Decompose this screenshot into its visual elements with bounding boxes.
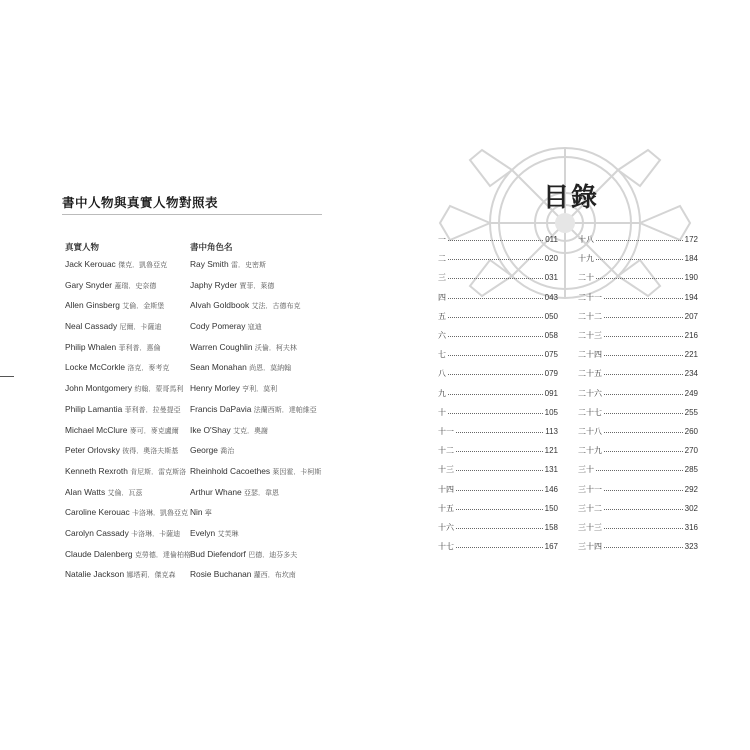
toc-entry[interactable] [578,403,698,422]
page-number: 270 [684,446,698,456]
dot-leader [448,413,543,414]
toc-entry[interactable] [578,518,698,537]
name-row [190,361,318,382]
toc-entry[interactable] [438,422,558,441]
dot-leader [456,547,543,548]
page-number: 221 [684,350,698,360]
name-row [65,279,193,300]
english-name: George [190,445,218,456]
toc-entry[interactable] [438,307,558,326]
page-number: 249 [684,388,698,398]
toc-entry[interactable] [438,249,558,268]
toc-entry[interactable] [438,268,558,287]
dot-leader [604,317,683,318]
dot-leader [456,528,543,529]
dot-leader [448,278,543,279]
dot-leader [604,336,683,337]
dot-leader [604,413,683,414]
dot-leader [604,451,683,452]
chapter-label: 十四 [438,484,454,494]
name-row [190,299,318,320]
chinese-name: 卡洛琳．卡薩迪 [131,529,181,538]
chapter-label: 二十 [578,273,594,283]
chapter-label: 四 [438,292,446,302]
toc-entry[interactable] [578,268,698,287]
page-number: 146 [544,484,558,494]
page-number: 302 [684,503,698,513]
page-number: 172 [684,235,698,245]
chapter-label: 五 [438,311,446,321]
dot-leader [596,259,683,260]
english-name: Japhy Ryder [190,279,238,290]
chinese-name: 尚恩．莫納翰 [249,364,292,373]
toc-entry[interactable] [578,345,698,364]
chapter-label: 二十五 [578,369,602,379]
chapter-label: 九 [438,388,446,398]
english-name: Ike O'Shay [190,424,231,435]
english-name: Allen Ginsberg [65,300,120,311]
chinese-name: 雷．史密斯 [230,261,266,269]
name-row [65,341,193,362]
english-name: Caroline Kerouac [65,507,130,518]
name-row [190,527,318,548]
book-characters-list [190,258,322,589]
chapter-label: 二 [438,254,446,264]
name-row [65,568,193,589]
dot-leader [448,259,543,260]
real-people-header: 真實人物 [65,243,100,253]
page-number: 158 [544,522,558,532]
english-name: Gary Snyder [65,279,113,290]
toc-entry[interactable] [438,384,558,403]
toc-entry[interactable] [578,441,698,460]
dot-leader [448,336,543,337]
english-name: Carolyn Cassady [65,527,129,538]
chinese-name: 菲利普．惠倫 [118,343,161,352]
dot-leader [596,240,683,241]
chinese-name: 彼得．奧洛夫斯基 [122,447,179,456]
dot-leader [604,490,683,491]
chinese-name: 尼爾．卡薩迪 [119,323,162,332]
english-name: Francis DaPavia [190,403,252,414]
toc-entry[interactable] [438,326,558,345]
chinese-name: 約翰．蒙哥馬利 [134,385,184,394]
crop-mark [0,376,14,377]
english-name: Henry Morley [190,383,240,394]
toc-entry[interactable] [438,479,558,498]
dot-leader [456,451,543,452]
chapter-label: 十五 [438,503,454,513]
chinese-name: 賈菲．萊德 [239,281,275,290]
name-row [190,548,318,569]
chinese-name: 肯尼斯．雷克斯洛 [130,467,187,476]
chinese-name: 蘿西．布坎南 [253,571,296,580]
name-row [190,320,318,341]
name-row [190,424,318,445]
english-name: Cody Pomeray [190,321,246,332]
dot-leader [456,470,543,471]
toc-entry[interactable] [438,345,558,364]
name-row [65,465,193,486]
chinese-name: 亞瑟．韋恩 [244,488,279,497]
chinese-name: 洛克．麥考克 [127,364,170,373]
name-row [65,258,193,279]
name-row [65,382,193,403]
toc-entry[interactable] [578,249,698,268]
toc-entry[interactable] [578,230,698,249]
dot-leader [596,278,683,279]
page-number: 020 [544,254,558,264]
english-name: Jack Kerouac [65,259,116,269]
chapter-label: 三十四 [578,542,602,552]
english-name: Michael McClure [65,424,128,435]
chinese-name: 寧 [204,509,212,518]
page-number: 260 [684,426,698,436]
chapter-label: 六 [438,331,446,341]
chinese-name: 艾克．奧謝 [233,426,269,435]
toc-entry[interactable] [578,307,698,326]
page-number: 091 [544,388,558,398]
chapter-label: 十二 [438,446,454,456]
dot-leader [448,317,543,318]
chapter-label: 十八 [578,235,594,245]
chinese-name: 法蘭西斯．達帕維亞 [253,405,317,414]
english-name: Arthur Whane [190,486,242,497]
name-row [65,320,193,341]
name-row [65,403,193,424]
page-number: 050 [544,311,558,321]
dot-leader [596,470,683,471]
chapter-label: 八 [438,369,446,379]
english-name: John Montgomery [65,383,133,394]
chapter-label: 二十一 [578,292,602,302]
chapter-label: 三十一 [578,484,602,494]
page-number: 105 [544,407,558,417]
toc-entry[interactable] [438,518,558,537]
english-name: Philip Whalen [65,341,117,352]
dot-leader [604,374,683,375]
english-name: Sean Monahan [190,362,247,373]
english-name: Claude Dalenberg [65,548,133,559]
chapter-label: 十 [438,407,446,417]
chinese-name: 卡洛琳．凱魯亞克 [132,509,189,518]
chinese-name: 傑克．凱魯亞克 [118,261,168,269]
dot-leader [456,490,543,491]
chapter-label: 一 [438,235,446,245]
toc-entry[interactable] [578,326,698,345]
toc-entry[interactable] [578,422,698,441]
toc-entry[interactable] [578,479,698,498]
english-name: Neal Cassady [65,321,118,332]
name-row [190,382,318,403]
name-row [65,444,193,465]
page-number: 058 [544,331,558,341]
chapter-label: 二十四 [578,350,602,360]
chapter-label: 七 [438,350,446,360]
english-name: Rosie Buchanan [190,569,252,580]
toc-entry[interactable] [438,364,558,383]
toc-entry[interactable] [438,537,558,556]
chapter-label: 二十八 [578,426,602,436]
dot-leader [456,432,543,433]
name-row [65,486,193,507]
page-number: 255 [684,407,698,417]
english-name: Peter Orlovsky [65,445,120,456]
toc-column-left [438,230,558,556]
english-name: Alvah Goldbook [190,300,250,311]
dot-leader [456,509,543,510]
page-number: 207 [684,311,698,321]
page-number: 316 [684,522,698,532]
name-row [65,361,193,382]
chapter-label: 十九 [578,254,594,264]
toc-column-right [578,230,698,556]
chinese-name: 艾倫．瓦茲 [107,488,143,497]
chapter-label: 十一 [438,426,454,436]
english-name: Bud Diefendorf [190,548,246,559]
character-table-title: 書中人物與真實人物對照表 [62,195,219,210]
page-number: 121 [544,446,558,456]
toc-entry[interactable] [438,499,558,518]
title-divider [62,214,322,215]
page-number: 043 [544,292,558,302]
chapter-label: 二十七 [578,407,602,417]
dot-leader [604,432,683,433]
chapter-label: 二十六 [578,388,602,398]
toc-entry[interactable] [438,441,558,460]
page-number: 194 [684,292,698,302]
name-row [65,548,193,569]
name-row [190,506,318,527]
chinese-name: 艾法．古德布克 [251,302,301,311]
chapter-label: 二十九 [578,446,602,456]
chinese-name: 萊因霍．卡柯斯 [272,467,322,476]
chapter-label: 十六 [438,522,454,532]
page-number: 079 [544,369,558,379]
page-number: 285 [684,465,698,475]
page-number: 323 [684,542,698,552]
toc-entry[interactable] [578,288,698,307]
page-number: 184 [684,254,698,264]
dot-leader [604,528,683,529]
name-row [190,341,318,362]
toc-entry[interactable] [438,230,558,249]
chapter-label: 三 [438,273,446,283]
toc-entry[interactable] [438,403,558,422]
dot-leader [448,374,543,375]
name-row [65,527,193,548]
name-row [65,299,193,320]
toc-entry[interactable] [578,460,698,479]
chinese-name: 喬治 [220,447,235,456]
name-row [190,403,318,424]
chapter-label: 二十二 [578,311,602,321]
chinese-name: 菲利普．拉曼提亞 [124,405,181,414]
dot-leader [604,509,683,510]
toc-entry[interactable] [578,384,698,403]
page-number: 031 [544,273,558,283]
page-number: 150 [544,503,558,513]
chinese-name: 艾倫．金斯堡 [122,302,165,311]
chinese-name: 沃倫．柯夫林 [254,343,297,352]
chinese-name: 娜塔莉．傑克森 [126,571,176,580]
dot-leader [448,298,543,299]
chinese-name: 克勞德．達倫柏格 [134,550,191,559]
english-name: Philip Lamantia [65,403,123,414]
page-number: 113 [545,426,558,436]
name-row [190,486,318,507]
toc-entry[interactable] [578,364,698,383]
english-name: Evelyn [190,527,216,538]
dot-leader [604,394,683,395]
chinese-name: 麥可．麥克盧爾 [129,426,179,435]
dot-leader [604,298,683,299]
book-characters-header: 書中角色名 [190,243,233,253]
english-name: Ray Smith [190,259,229,269]
name-row [65,424,193,445]
chapter-label: 三十二 [578,503,602,513]
toc-entry[interactable] [578,499,698,518]
english-name: Warren Coughlin [190,341,253,352]
name-row [190,465,322,486]
name-row [190,444,318,465]
toc-title: 目錄 [543,183,600,213]
page-number: 011 [545,235,558,245]
english-name: Locke McCorkle [65,362,126,373]
dot-leader [604,547,683,548]
name-row [190,568,318,589]
name-row [190,279,318,300]
english-name: Rheinhold Cacoethes [190,465,271,476]
chapter-label: 十三 [438,465,454,475]
dot-leader [448,240,543,241]
page-number: 075 [544,350,558,360]
english-name: Alan Watts [65,486,106,497]
chinese-name: 蓋瑞．史奈德 [114,281,157,290]
toc-entry[interactable] [578,537,698,556]
english-name: Natalie Jackson [65,569,125,580]
chinese-name: 亨利．莫利 [242,385,278,394]
dot-leader [448,355,543,356]
page-number: 216 [684,331,698,341]
english-name: Kenneth Rexroth [65,465,128,476]
dot-leader [448,394,543,395]
english-name: Nin [190,507,203,518]
chapter-label: 十七 [438,542,454,552]
name-row [190,258,318,279]
toc-entry[interactable] [438,460,558,479]
chinese-name: 艾芙琳 [217,529,239,538]
chinese-name: 巴德．迪芬多夫 [248,550,298,559]
chapter-label: 三十三 [578,522,602,532]
real-people-list [65,258,193,589]
dot-leader [604,355,683,356]
chinese-name: 寇迪 [247,323,262,332]
page-number: 234 [684,369,698,379]
page-number: 190 [684,273,698,283]
page-number: 167 [544,542,558,552]
name-row [65,506,193,527]
chapter-label: 三十 [578,465,594,475]
page-number: 131 [544,465,558,475]
page-number: 292 [684,484,698,494]
toc-entry[interactable] [438,288,558,307]
chapter-label: 二十三 [578,331,602,341]
